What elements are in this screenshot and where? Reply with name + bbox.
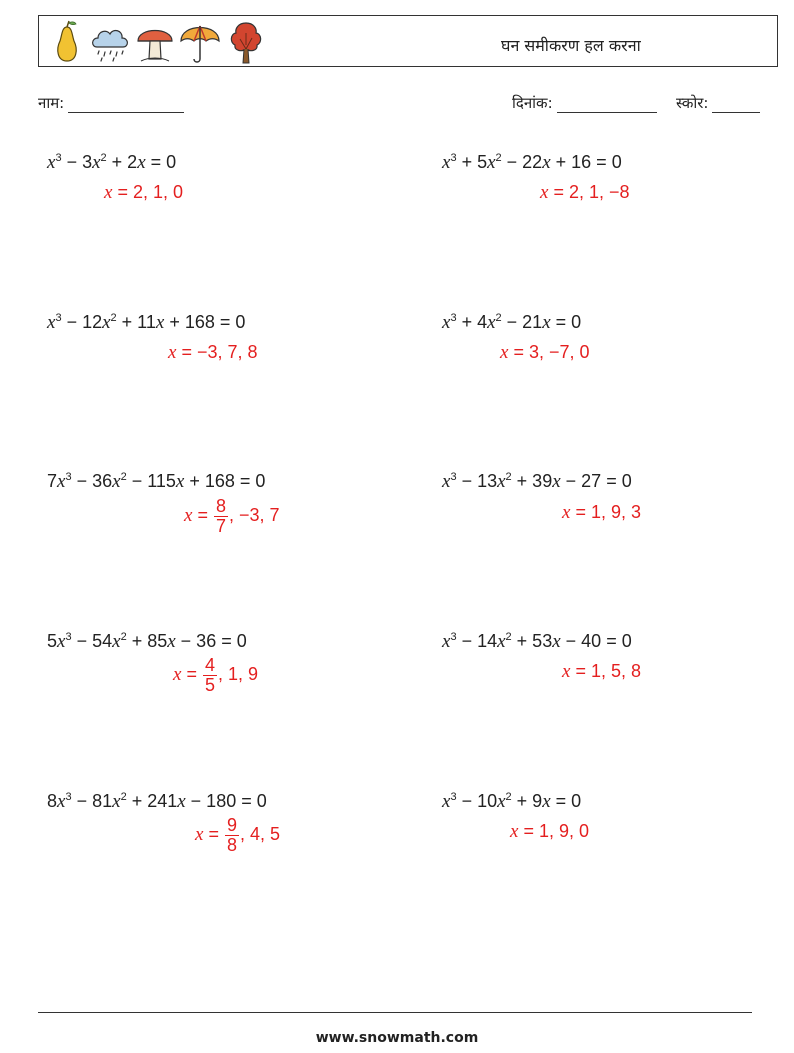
problem-answer: x = −3, 7, 8 — [168, 342, 258, 363]
problem-answer: x = 1, 9, 3 — [562, 502, 641, 523]
fraction: $\frac{8}{7}$ — [215, 496, 226, 536]
problem-answer: x = 2, 1, 0 — [104, 182, 183, 203]
problem-answer: x = 1, 9, 0 — [510, 821, 589, 842]
problem-answer: x = 2, 1, −8 — [540, 182, 630, 203]
date-blank[interactable] — [557, 98, 657, 113]
problem-equation: $5x^3 - 54x^2 + 85x - 36 = 0$ — [47, 631, 247, 652]
tree-icon — [227, 19, 265, 65]
problem-equation: $x^3 + 5x^2 - 22x + 16 = 0$ — [442, 152, 622, 173]
fraction: $\frac{9}{8}$ — [226, 815, 237, 855]
footer-divider — [38, 1012, 752, 1013]
worksheet-title: घन समीकरण हल करना — [501, 36, 641, 55]
footer-website[interactable]: www.snowmath.com — [315, 1030, 479, 1046]
rain-cloud-icon — [89, 19, 131, 65]
umbrella-icon — [179, 19, 221, 65]
problem-equation: $x^3 - 12x^2 + 11x + 168 = 0$ — [47, 312, 246, 333]
problem-equation: $x^3 - 14x^2 + 53x - 40 = 0$ — [442, 631, 632, 652]
date-field — [512, 93, 657, 113]
score-label: स्कोर: — [676, 94, 709, 112]
name-label: नाम: — [38, 94, 65, 112]
name-blank[interactable] — [68, 98, 184, 113]
fraction: $\frac{4}{5}$ — [204, 655, 215, 695]
header-box — [38, 15, 778, 67]
problem-equation: $x^3 + 4x^2 - 21x = 0$ — [442, 312, 582, 333]
problem-answer: x = $\frac{8}{7}$ , −3, 7 — [184, 496, 280, 536]
problem-equation: $8x^3 - 81x^2 + 241x - 180 = 0$ — [47, 791, 267, 812]
problem-equation: $x^3 - 10x^2 + 9x = 0$ — [442, 791, 582, 812]
problem-answer: x = 3, −7, 0 — [500, 342, 590, 363]
date-label: दिनांक: — [512, 94, 553, 112]
problem-equation: $x^3 - 13x^2 + 39x - 27 = 0$ — [442, 471, 632, 492]
name-field — [38, 93, 184, 113]
problem-equation: $7x^3 - 36x^2 - 115x + 168 = 0$ — [47, 471, 266, 492]
score-blank[interactable] — [712, 98, 760, 113]
pear-icon — [51, 19, 83, 65]
problem-equation: $x^3 - 3x^2 + 2x = 0$ — [47, 152, 177, 173]
problem-answer: x = $\frac{9}{8}$ , 4, 5 — [195, 815, 280, 855]
problem-answer: x = 1, 5, 8 — [562, 661, 641, 682]
problem-answer: x = $\frac{4}{5}$ , 1, 9 — [173, 655, 258, 695]
mushroom-icon — [135, 19, 175, 65]
score-field — [676, 93, 760, 113]
